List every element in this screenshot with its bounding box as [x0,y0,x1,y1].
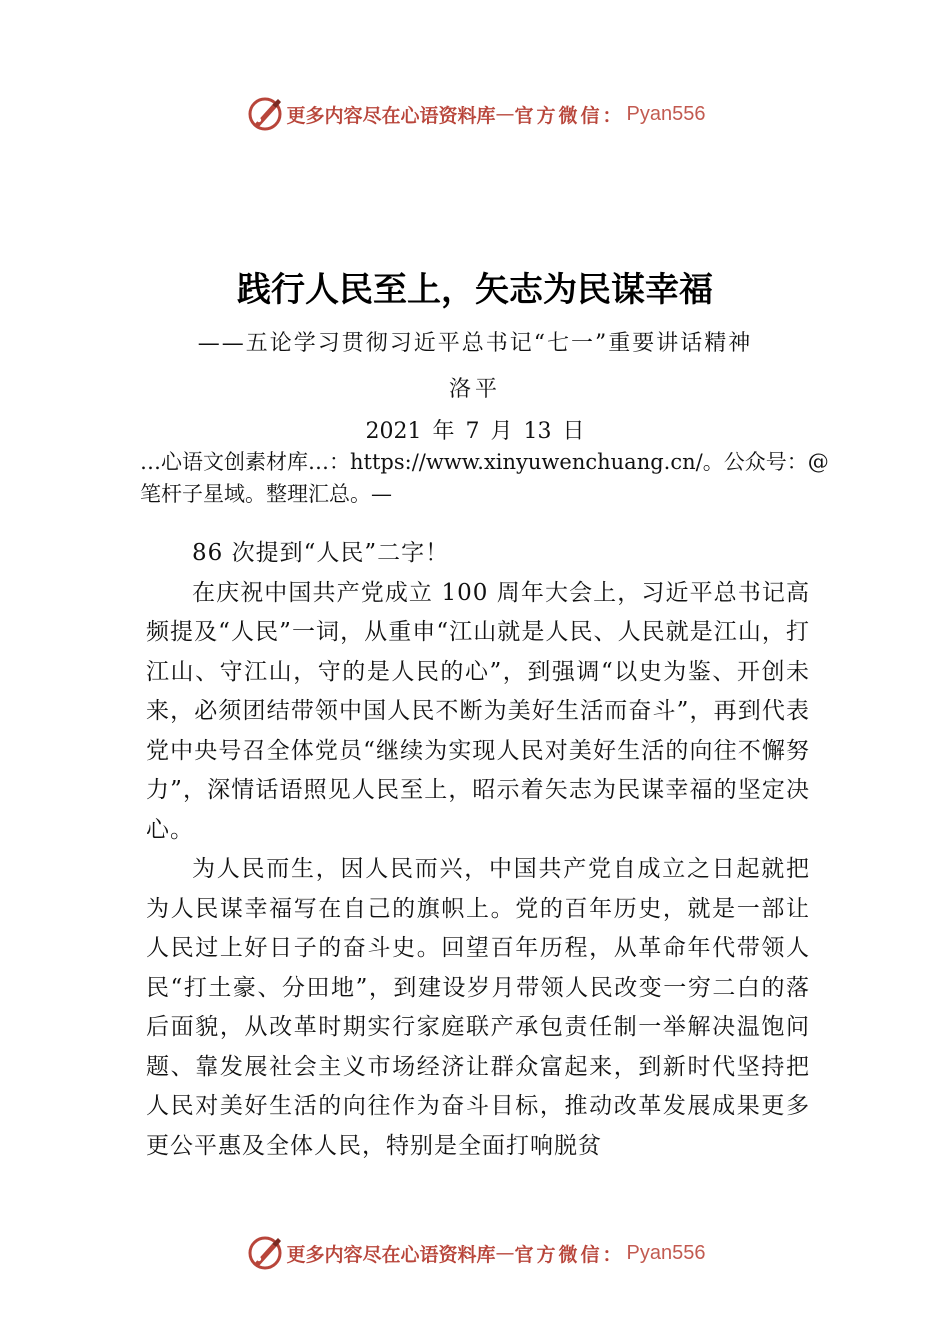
document-author: 洛平 [448,377,501,402]
watermark-banner-top [0,92,950,136]
pen-logo-icon [245,1233,285,1273]
document-subtitle: ——五论学习贯彻习近平总书记“七一”重要讲话精神 [197,331,753,356]
watermark-text: 更多内容尽在心语资料库 [286,104,496,127]
body-paragraph: 为人民而生，因人民而兴，中国共产党自成立之日起就把为人民谋幸福写在自己的旗帜上。党的百年历史，就是一部让人民过上好日子的奋斗史。回望百年历程，从革命年代带领人民“打土豪、分田地”，到建设岁月带领人民改变一穷二白的落后面貌，从改革时期实行家庭联产承包责任制一举解决温饱问题、靠发展社会主义市场经济让群众富起来，到新时代坚持把人民对美好生活的向往作为奋斗目标，推动改革发展成果更多更公平惠及全体人民，特别是全面打响脱贫 [146,856,810,1159]
source-note: …心语文创素材库…：https://www.xinyuwenchuang.cn/。公众号：@笔杆子星域。整理汇总。— [140,450,829,506]
body-paragraph: 在庆祝中国共产党成立 100 周年大会上，习近平总书记高频提及“人民”一词，从重申“江山就是人民、人民就是江山，打江山、守江山，守的是人民的心”，到强调“以史为鉴、开创未来，必须团结带领中国人民不断为美好生活而奋斗”，再到代表党中央号召全体党员“继续为实现人民对美好生活的向往不懈努力”，深情话语照见人民至上，昭示着矢志为民谋幸福的坚定决心。 [146,579,810,843]
watermark-wechat-label: 官方微信： [514,1243,625,1266]
document-title: 践行人民至上，矢志为民谋幸福 [237,270,713,310]
pen-logo-icon [245,94,285,134]
body-paragraph: 86 次提到“人民”二字！ [192,540,450,566]
watermark-separator: — [495,1242,515,1264]
document-body [146,534,810,1166]
watermark-text: 更多内容尽在心语资料库 [286,1243,496,1266]
watermark-wechat-id: Pyan556 [626,1241,706,1264]
watermark-wechat-id: Pyan556 [626,102,706,125]
watermark-wechat-label: 官方微信： [514,104,625,127]
watermark-separator: — [495,103,515,125]
watermark-banner-bottom [0,1231,950,1275]
document-date: 2021 年 7 月 13 日 [365,419,585,444]
